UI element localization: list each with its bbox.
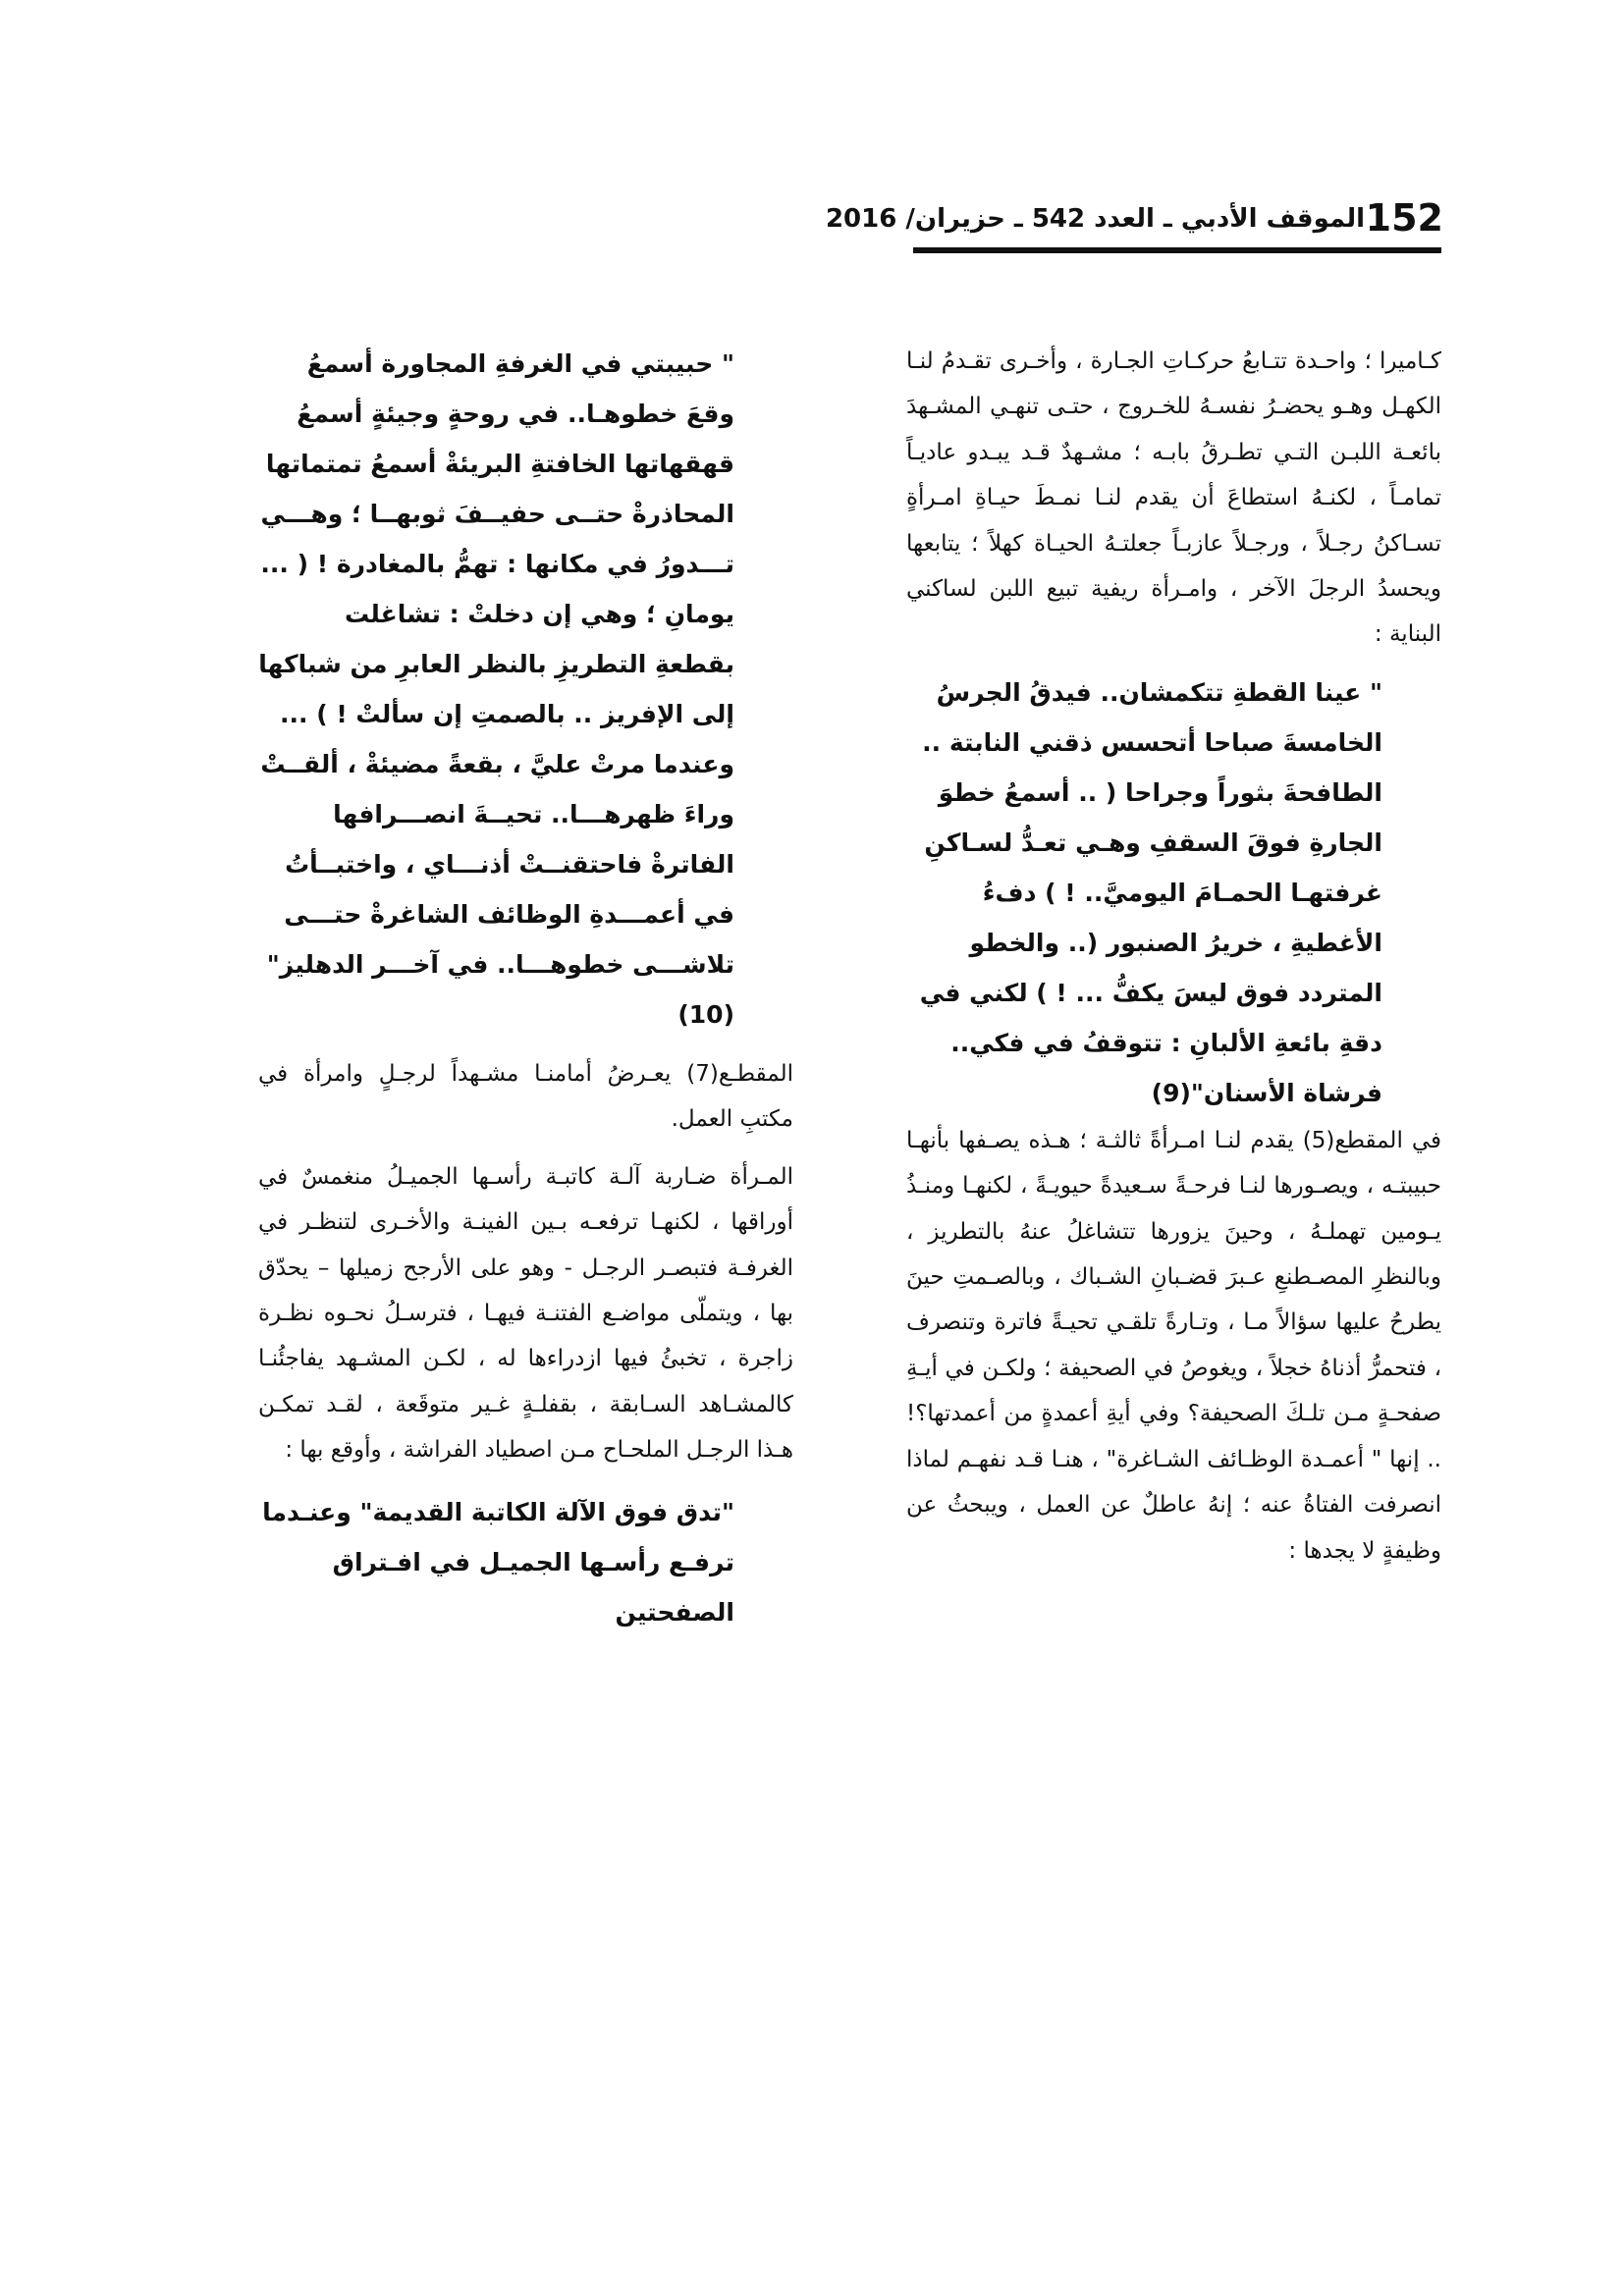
header-rule — [913, 247, 1441, 253]
paragraph-section-5: في المقطع(5) يقدم لنـا امـرأةً ثالثـة ؛ هـذه يصـفها بأنهـا حبيبتـه ، ويصـورها لنـا فرحـةً سـعيدةً حيويـةً ، لكنهـا ومنـذُ يـومين تهملـهُ ، وحينَ يزورها تتشاغلُ عنهُ بالتطريز ، وبالنظرِ المصـطنعِ عـبرَ قضـبانِ الشـباك ، وبالصـمتِ حينَ يطرحُ عليها سؤالاً مـا ، وتـارةً تلقـي تحيـةً فاترة وتنصرف ، فتحمرُّ أذناهُ خجلاً ، ويغوصُ في الصحيفة ؛ ولكـن في أيـةِ صفحـةٍ مـن تلـكَ الصحيفة؟ وفي أيةِ أعمدةٍ من أعمدتها؟! .. إنها " أعمـدة الوظـائف الشـاغرة" ، هنـا قـد نفهـم لماذا انصرفت الفتاةُ عنه ؛ إنهُ عاطلٌ عن العمل ، ويبحثُ عن وظيفةٍ لا يجدها : — [906, 1127, 1441, 1564]
left-column — [258, 339, 793, 1637]
right-column — [906, 339, 1441, 1574]
page-number: 152 — [1365, 196, 1443, 240]
page-header — [825, 196, 1443, 245]
poem-quote-9: " عينا القطةِ تتكمشان.. فيدقُ الجرسُ الخامسةَ صباحا أتحسس ذقني النابتة .. الطافحةَ بثوراً وجراحا ( .. أسمعُ خطوَ الجارةِ فوقَ السقفِ وهـي تعـدُّ لسـاكنِ غرفتهـا الحمـامَ اليوميَّ.. ! ) دفءُ الأغطيةِ ، خريرُ الصنبور (.. والخطو المتردد فوق ليسَ يكفُّ ... ! ) لكني في دقةِ بائعةِ الألبانِ : تتوقفُ في فكي.. فرشاة الأسنان"(9) — [919, 677, 1382, 1107]
paragraph-camera-scene: كـاميرا ؛ واحـدة تتـابعُ حركـاتِ الجـارة ، وأخـرى تقـدمُ لنـا الكهـل وهـو يحضـرُ نفسـهُ للخـروج ، حتـى تنهـي المشـهدَ بائعـة اللبـن التـي تطـرقُ بابـه ؛ مشـهدٌ قـد يبـدو عاديـاً تمامـاً ، لكنـهُ استطاعَ أن يقدم لنـا نمـطَ حيـاةِ امـرأةٍ تسـاكنُ رجـلاً ، ورجـلاً عازبـاً جعلتـهُ الحيـاة كهلاً ؛ يتابعها ويحسدُ الرجلَ الآخر ، وامـرأة ريفية تبيع اللبن لساكني البناية : — [906, 348, 1441, 648]
paragraph-typist-scene: المـرأة ضـاربة آلـة كاتبـة رأسـها الجميـلُ منغمسٌ في أوراقها ، لكنهـا ترفعـه بـين الفينـة والأخـرى لتنظـر في الغرفـة فتبصـر الرجـل - وهو على الأرجح زميلها – يحدّق بها ، ويتملّى مواضـع الفتنـة فيهـا ، فترسـلُ نحـوه نظـرة زاجرة ، تخبئُ فيها ازدراءها له ، لكـن المشـهد يفاجئُنـا كالمشـاهد السـابقة ، بقفلـةٍ غـير متوقَعة ، لقـد تمكـن هـذا الرجـل الملحـاح مـن اصطياد الفراشة ، وأوقع بها : — [258, 1163, 793, 1464]
poem-quote-10: " حبيبتي في الغرفةِ المجاورة أسمعُ وقعَ خطوهـا.. في روحةٍ وجيئةٍ أسمعُ قهقهاتها الخافتةِ البريئةْ أسمعُ تمتماتها المحاذرةْ حتــى حفيــفَ ثوبهــا ؛ وهـــي تـــدورُ في مكانها : تهمُّ بالمغادرة ! ( ... يومانِ ؛ وهي إن دخلتْ : تشاغلت بقطعةِ التطريزِ بالنظر العابرِ من شباكها إلى الإفريز .. بالصمتِ إن سألتْ ! ) ... وعندما مرتْ عليَّ ، بقعةً مضيئةْ ، ألقــتْ وراءَ ظهرهـــا.. تحيــةَ انصـــرافها الفاترةْ فاحتقنــتْ أذنـــاي ، واختبــأتُ في أعمـــدةِ الوظائف الشاغرةْ حتـــى تلاشـــى خطوهـــا.. في آخـــر الدهليز"(10) — [258, 349, 734, 1029]
paragraph-section-7: المقطـع(7) يعـرضُ أمامنـا مشـهداً لرجـلٍ وامرأة في مكتبِ العمل. — [258, 1061, 793, 1133]
poem-quote-typewriter: "تدق فوق الآلة الكاتبة القديمة" وعنـدما ترفـع رأسـها الجميـل في افـتراق الصفحتين — [262, 1497, 734, 1627]
running-title: الموقف الأدبي ـ العدد 542 ـ حزيران/ 2016 — [825, 204, 1365, 234]
